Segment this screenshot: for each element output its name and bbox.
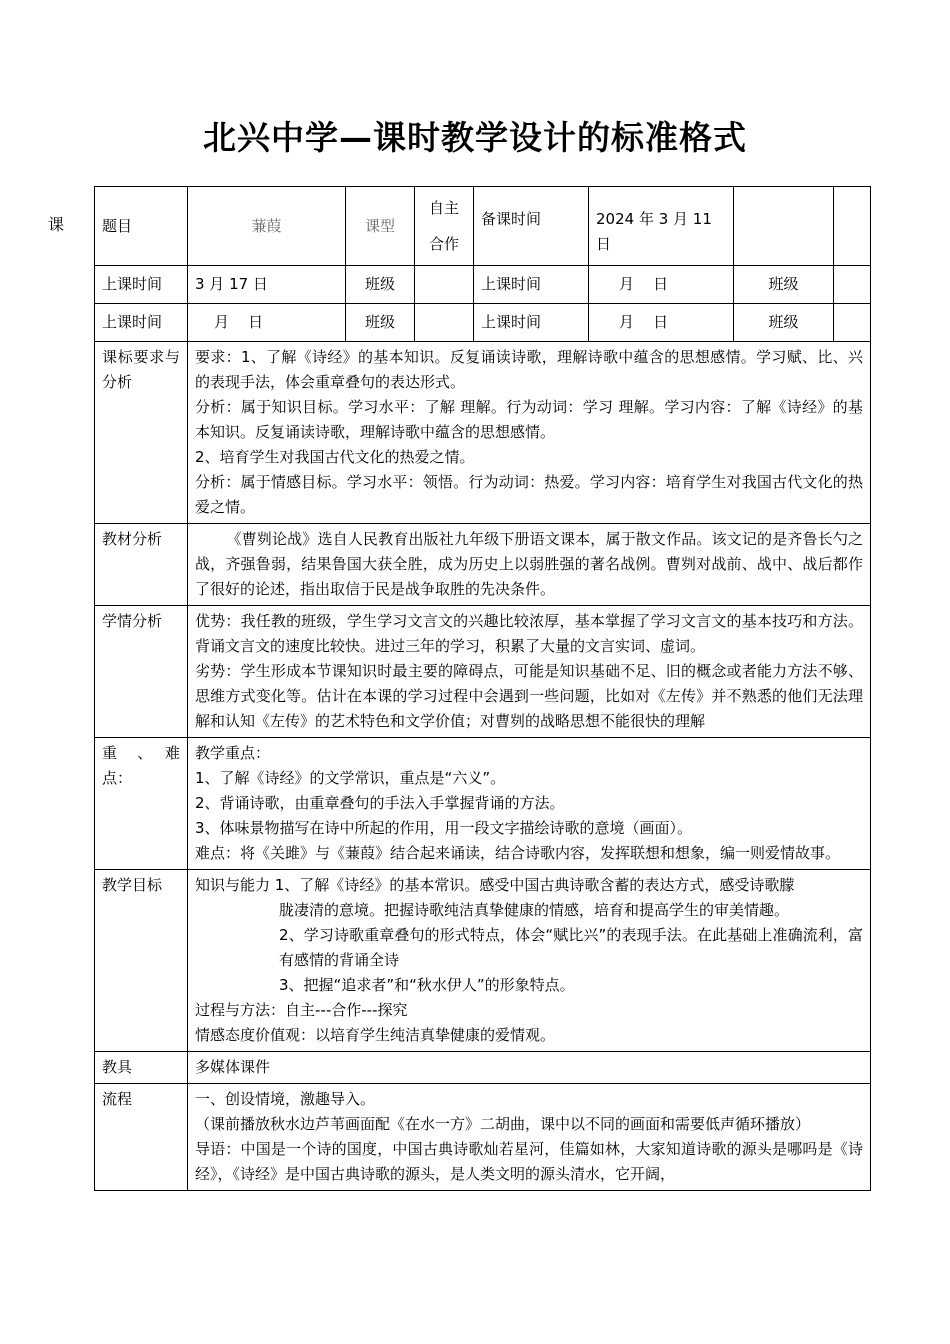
class-label: 班级 [346, 266, 415, 304]
flow-row [95, 1084, 871, 1191]
textbook-text: 《曹刿论战》选自人民教育出版社九年级下册语文课本，属于散文作品。该文记的是齐鲁长勺之战，齐强鲁弱，结果鲁国大获全胜，成为历史上以弱胜强的著名战例。曹刿对战前、战中、战后都作了很好的论述，指出取信于民是战争取胜的先决条件。 [195, 530, 863, 598]
class-label: 班级 [734, 266, 834, 304]
empty-cell [734, 187, 834, 266]
keypoints-line: 1、了解《诗经》的文学常识，重点是“六义”。 [195, 769, 506, 787]
class-label: 班级 [734, 304, 834, 342]
class-time-value: 月 日 [188, 304, 346, 342]
flow-label: 流程 [95, 1084, 188, 1191]
standards-line: 要求：1、了解《诗经》的基本知识。反复诵读诗歌，理解诗歌中蕴含的思想感情。学习赋、比、兴的表现手法，体会重章叠句的表达形式。 [195, 348, 863, 391]
flow-line: 导语：中国是一个诗的国度，中国古典诗歌灿若星河，佳篇如林，大家知道诗歌的源头是哪吗是《诗经》，《诗经》是中国古典诗歌的源头，是人类文明的源头清水，它开阔， [195, 1140, 863, 1183]
class-time-label: 上课时间 [474, 266, 589, 304]
document-title: 北兴中学—课时教学设计的标准格式 [203, 118, 747, 157]
class-time-value: 月 日 [589, 304, 734, 342]
textbook-row [95, 524, 871, 606]
students-line: 优势：我任教的班级，学生学习文言文的兴趣比较浓厚，基本掌握了学习文言文的基本技巧和方法。背诵文言文的速度比较快。进过三年的学习，积累了大量的文言实词、虚词。 [195, 612, 863, 655]
goals-process: 过程与方法：自主---合作---探究 [195, 1001, 408, 1019]
topic-value: 蒹葭 [188, 187, 346, 266]
lesson-type-label: 课型 [346, 187, 415, 266]
students-content [188, 606, 871, 738]
class-time-value: 3 月 17 日 [188, 266, 346, 304]
header-row [95, 187, 871, 266]
students-label: 学情分析 [95, 606, 188, 738]
lesson-plan-table [94, 186, 871, 1191]
keypoints-line: 难点：将《关雎》与《蒹葭》结合起来诵读，结合诗歌内容，发挥联想和想象，编一则爱情故事。 [195, 844, 841, 862]
standards-line: 分析：属于情感目标。学习水平：领悟。行为动词：热爱。学习内容：培育学生对我国古代文化的热爱之情。 [195, 473, 863, 516]
standards-row [95, 342, 871, 524]
goals-label: 教学目标 [95, 870, 188, 1052]
standards-label: 课标要求与分析 [95, 342, 188, 524]
class-label: 班级 [346, 304, 415, 342]
keypoints-line: 2、背诵诗歌，由重章叠句的手法入手掌握背诵的方法。 [195, 794, 565, 812]
class-time-value: 月 日 [589, 266, 734, 304]
standards-line: 2、培育学生对我国古代文化的热爱之情。 [195, 448, 475, 466]
textbook-content [188, 524, 871, 606]
class-time-label: 上课时间 [95, 304, 188, 342]
tools-row [95, 1052, 871, 1084]
margin-character: 课 [48, 215, 65, 234]
goals-line: 胧凄清的意境。把握诗歌纯洁真挚健康的情感，培育和提高学生的审美情趣。 [279, 901, 790, 919]
schedule-row [95, 304, 871, 342]
keypoints-line: 3、体味景物描写在诗中所起的作用，用一段文字描绘诗歌的意境（画面）。 [195, 819, 693, 837]
goals-content [188, 870, 871, 1052]
prep-time-value: 2024 年 3 月 11 日 [589, 187, 734, 266]
schedule-row [95, 266, 871, 304]
class-value [415, 266, 474, 304]
goals-row [95, 870, 871, 1052]
lesson-type-value-line1: 自主 [428, 199, 459, 217]
goals-line: 3、把握“追求者”和“秋水伊人”的形象特点。 [279, 976, 575, 994]
goals-line: 2、学习诗歌重章叠句的形式特点，体会“赋比兴”的表现手法。在此基础上准确流利，富有感情的背诵全诗 [279, 926, 863, 969]
students-line: 劣势：学生形成本节课知识时最主要的障碍点，可能是知识基础不足、旧的概念或者能力方法不够、思维方式变化等。估计在本课的学习过程中会遇到一些问题，比如对《左传》并不熟悉的他们无法理解和认知《左传》的艺术特色和文学价值；对曹刿的战略思想不能很快的理解 [195, 662, 863, 730]
class-value [834, 304, 871, 342]
keypoints-content [188, 738, 871, 870]
goals-line: 知识与能力 1、了解《诗经》的基本常识。感受中国古典诗歌含蓄的表达方式，感受诗歌朦 [195, 876, 795, 894]
tools-label: 教具 [95, 1052, 188, 1084]
flow-content [188, 1084, 871, 1191]
flow-line: 一、创设情境，激趣导入。 [195, 1090, 376, 1108]
students-row [95, 606, 871, 738]
class-time-label: 上课时间 [474, 304, 589, 342]
textbook-label: 教材分析 [95, 524, 188, 606]
standards-line: 分析：属于知识目标。学习水平：了解 理解。行为动词：学习 理解。学习内容：了解《诗经》的基本知识。反复诵读诗歌，理解诗歌中蕴含的思想感情。 [195, 398, 863, 441]
class-time-label: 上课时间 [95, 266, 188, 304]
keypoints-label: 重 、 难点： [95, 738, 188, 870]
class-value [415, 304, 474, 342]
empty-cell [834, 187, 871, 266]
goals-attitude: 情感态度价值观：以培育学生纯洁真挚健康的爱情观。 [195, 1026, 556, 1044]
lesson-type-value [415, 187, 474, 266]
topic-label: 题目 [95, 187, 188, 266]
standards-content [188, 342, 871, 524]
prep-time-label: 备课时间 [474, 187, 589, 266]
tools-value: 多媒体课件 [188, 1052, 871, 1084]
flow-line: （课前播放秋水边芦苇画面配《在水一方》二胡曲，课中以不同的画面和需要低声循环播放） [195, 1115, 811, 1133]
keypoints-row [95, 738, 871, 870]
lesson-type-value-line2: 合作 [428, 235, 459, 253]
class-value [834, 266, 871, 304]
keypoints-line: 教学重点： [195, 744, 271, 762]
